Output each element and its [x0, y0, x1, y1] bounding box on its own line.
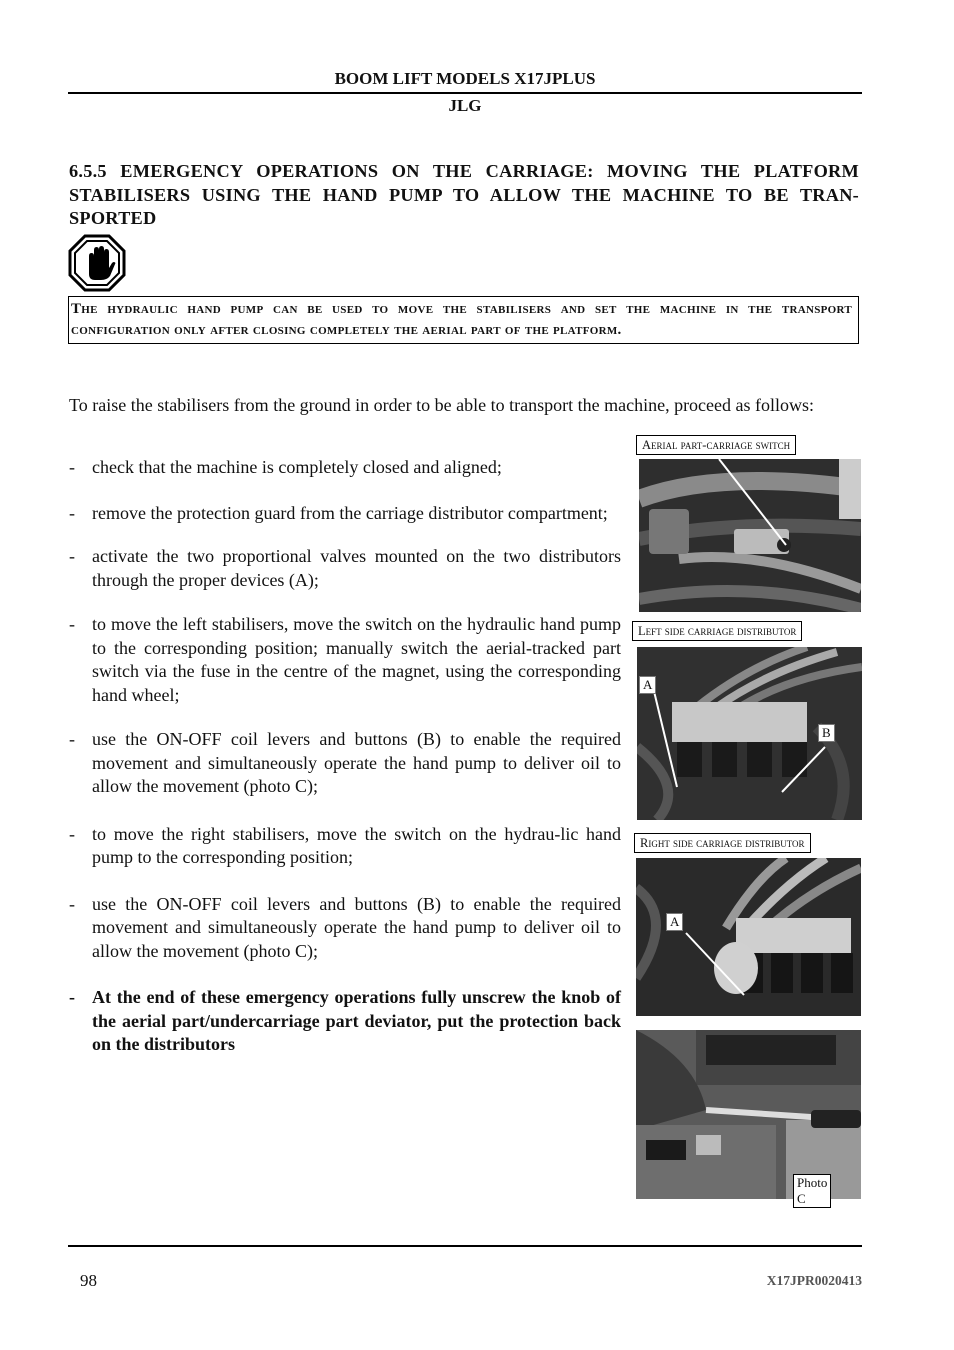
stop-hand-icon	[68, 234, 126, 292]
step-item: - remove the protection guard from the carriage distributor compartment;	[69, 502, 621, 526]
label-a: A	[639, 676, 656, 694]
procedure-steps	[69, 456, 621, 1057]
left-distributor-caption: Left side carriage distributor	[632, 621, 802, 641]
step-item: - activate the two proportional valves mounted on the two distributors through the proper devices (A);	[69, 545, 621, 592]
footer-rule	[68, 1245, 862, 1247]
right-distributor-image	[636, 858, 861, 1016]
step-item: - use the ON-OFF coil levers and buttons (B) to enable the required movement and simultaneously operate the hand pump to deliver oil to allow the movement (photo C);	[69, 728, 621, 799]
aerial-switch-image	[639, 459, 861, 612]
label-a: A	[666, 913, 683, 931]
aerial-switch-caption: Aerial part-carriage switch	[636, 435, 796, 455]
right-distributor-caption: Right side carriage distributor	[634, 833, 811, 853]
warning-box: The hydraulic hand pump can be used to move the stabilisers and set the machine in the transport configuration only after closing completely the aerial part of the platform.	[68, 296, 859, 344]
step-item: - check that the machine is completely closed and aligned;	[69, 456, 621, 480]
label-b: B	[818, 724, 835, 742]
step-item: - to move the left stabilisers, move the switch on the hydraulic hand pump to the corresponding position; manually switch the aerial-tracked part switch via the fuse in the centre of the magnet, using the corresponding hand wheel;	[69, 613, 621, 707]
step-item-final: - At the end of these emergency operations fully unscrew the knob of the aerial part/undercarriage part deviator, put the protection back on the distributors	[69, 986, 621, 1057]
step-item: - to move the right stabilisers, move the switch on the hydrau-lic hand pump to the corresponding position;	[69, 823, 621, 870]
step-item: - use the ON-OFF coil levers and buttons (B) to enable the required movement and simultaneously operate the hand pump to deliver oil to allow the movement (photo C);	[69, 893, 621, 964]
section-title: 6.5.5 EMERGENCY OPERATIONS ON THE CARRIAGE: MOVING THE PLATFORM STABILISERS USING THE HAND PUMP TO ALLOW THE MACHINE TO BE TRAN-SPORTED	[69, 161, 859, 228]
header-title: BOOM LIFT MODELS X17JPLUS	[334, 69, 596, 88]
document-code: X17JPR0020413	[766, 1273, 862, 1288]
header-brand: JLG	[448, 96, 482, 115]
page-number: 98	[80, 1271, 97, 1290]
header-rule	[68, 92, 862, 94]
photo-c-label: Photo C	[793, 1174, 831, 1208]
intro-paragraph: To raise the stabilisers from the ground in order to be able to transport the machine, proceed as follows:	[69, 395, 815, 415]
